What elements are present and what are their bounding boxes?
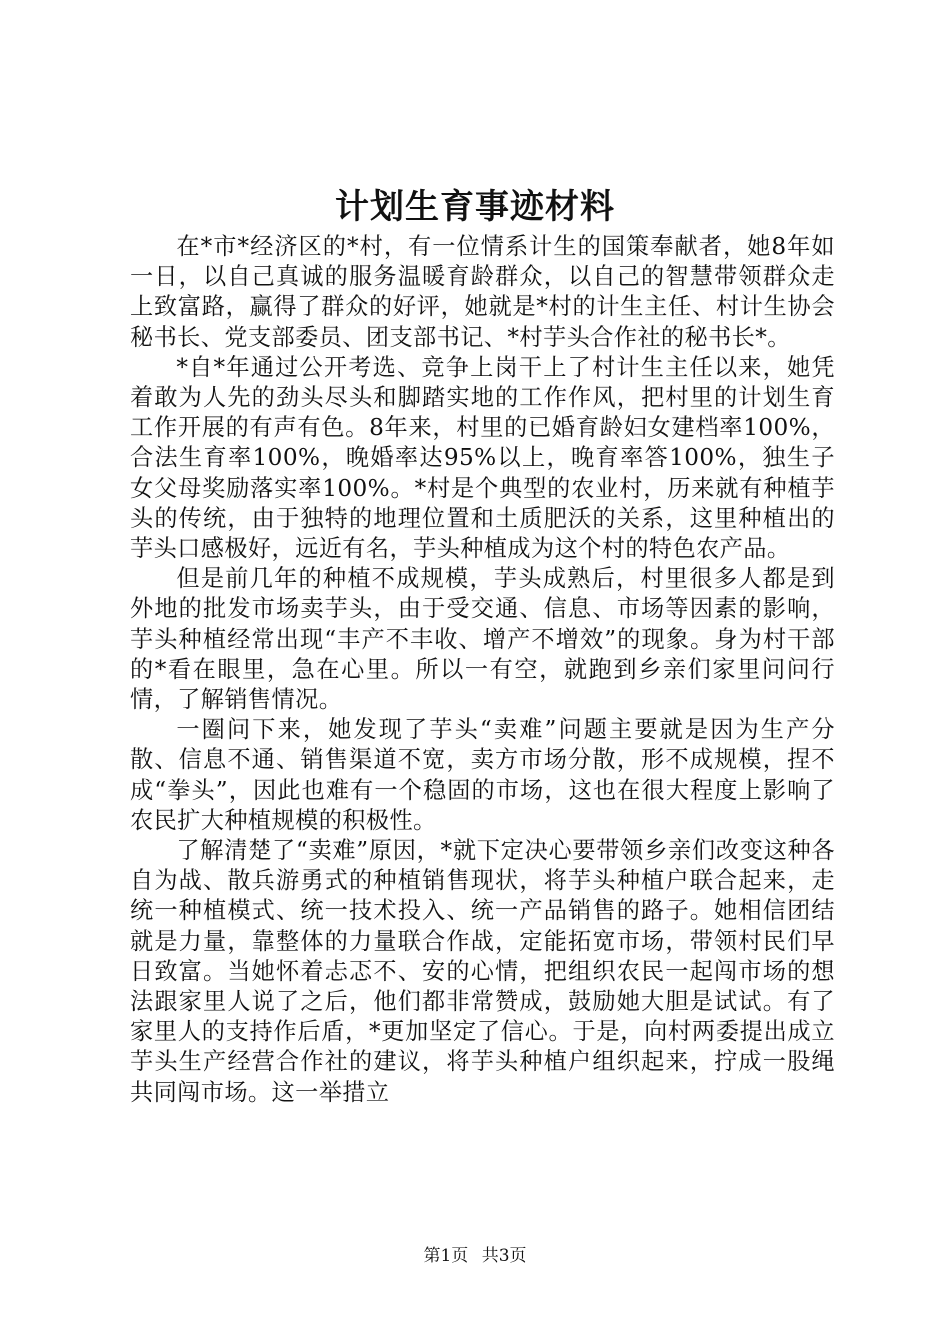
paragraph-1: 在*市*经济区的*村，有一位情系计生的国策奉献者，她8年如一日，以自己真诚的服务温暖育龄群众，以自己的智慧带领群众走上致富路，赢得了群众的好评，她就是*村的计生主任、村计生协会秘书长、党支部委员、团支部书记、*村芋头合作社的秘书长*。 (130, 233, 835, 351)
paragraph-5: 了解清楚了“卖难”原因，*就下定决心要带领乡亲们改变这种各自为战、散兵游勇式的种植销售现状，将芋头种植户联合起来，走统一种植模式、统一技术投入、统一产品销售的路子。她相信团结就是力量，靠整体的力量联合作战，定能拓宽市场，带领村民们早日致富。当她怀着忐忑不、安的心情，把组织农民一起闯市场的想法跟家里人说了之后，他们都非常赞成，鼓励她大胆是试试。有了家里人的支持作后盾，*更加坚定了信心。于是，向村两委提出成立芋头生产经营合作社的建议，将芋头种植户组织起来，拧成一股绳共同闯市场。这一举措立 (130, 837, 835, 1106)
paragraph-2: *自*年通过公开考选、竞争上岗干上了村计生主任以来，她凭着敢为人先的劲头尽头和脚踏实地的工作作风，把村里的计划生育工作开展的有声有色。8年来，村里的已婚育龄妇女建档率100%，合法生育率100%，晚婚率达95%以上，晚育率答100%，独生子女父母奖励落实率100%。*村是个典型的农业村，历来就有种植芋头的传统，由于独特的地理位置和土质肥沃的关系，这里种植出的芋头口感极好，远近有名，芋头种植成为这个村的特色农产品。 (130, 353, 835, 563)
document-title: 计划生育事迹材料 (335, 187, 615, 227)
page-footer (0, 1244, 950, 1268)
paragraph-3: 但是前几年的种植不成规模，芋头成熟后，村里很多人都是到外地的批发市场卖芋头，由于受交通、信息、市场等因素的影响，芋头种植经常出现“丰产不丰收、增产不增效”的现象。身为村干部的*看在眼里，急在心里。所以一有空，就跑到乡亲们家里问问行情，了解销售情况。 (130, 565, 835, 714)
paragraph-4: 一圈问下来，她发现了芋头“卖难”问题主要就是因为生产分散、信息不通、销售渠道不宽，卖方市场分散，形不成规模，捏不成“拳头”，因此也难有一个稳固的市场，这也在很大程度上影响了农民扩大种植规模的积极性。 (130, 716, 835, 834)
page-number: 第1页 (423, 1246, 469, 1266)
page-total: 共3页 (481, 1246, 527, 1266)
document-body (130, 232, 835, 1108)
